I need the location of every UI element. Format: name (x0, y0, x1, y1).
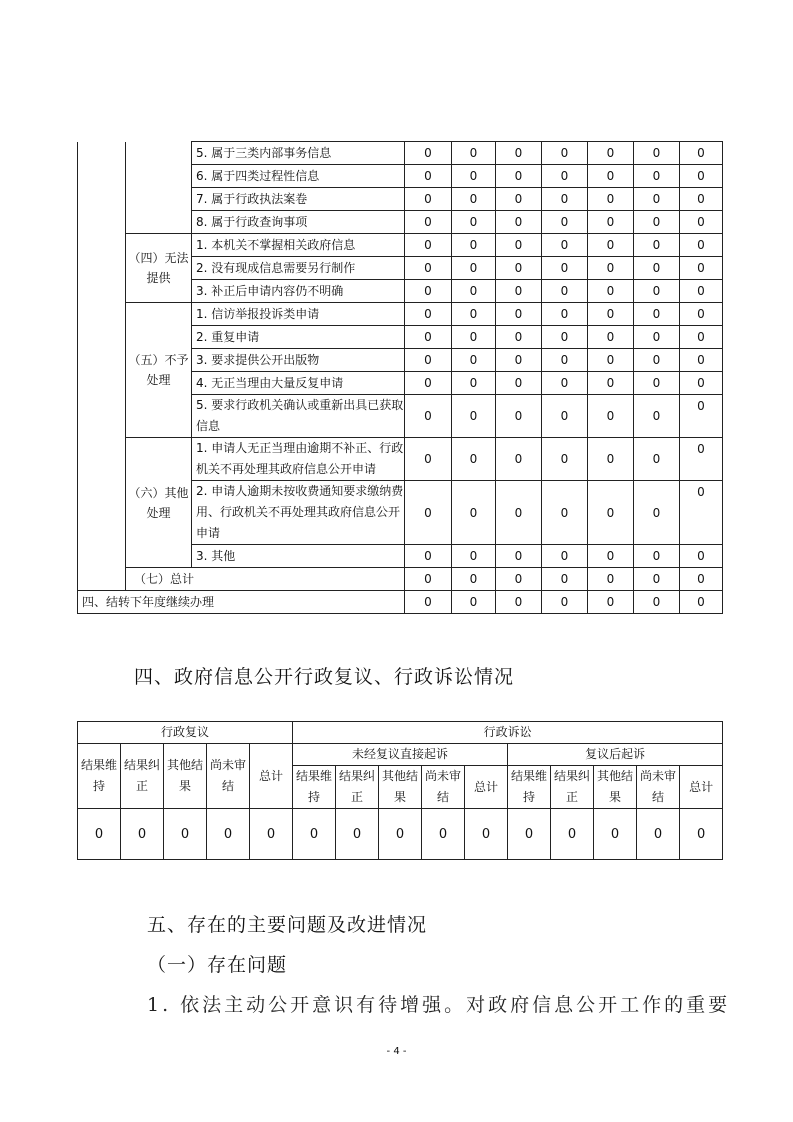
value-cell: 0 (634, 257, 680, 280)
after-review-value: 0 (680, 809, 723, 860)
value-cell: 0 (680, 188, 723, 211)
col-header: 其他结果 (594, 766, 637, 809)
value-cell: 0 (634, 568, 680, 591)
value-cell: 0 (680, 142, 723, 165)
value-cell: 0 (452, 303, 496, 326)
row-label: 6. 属于四类过程性信息 (192, 165, 405, 188)
section-5-heading: 五、存在的主要问题及改进情况 (147, 914, 428, 936)
col-header: 结果纠正 (121, 744, 164, 809)
body-paragraph: 1. 依法主动公开意识有待增强。对政府信息公开工作的重要 (147, 994, 731, 1016)
value-cell: 0 (542, 326, 588, 349)
blank-cell (126, 142, 192, 234)
value-cell: 0 (542, 349, 588, 372)
value-cell: 0 (405, 165, 452, 188)
value-cell: 0 (634, 326, 680, 349)
value-cell: 0 (405, 545, 452, 568)
value-cell: 0 (496, 142, 542, 165)
review-value: 0 (78, 809, 121, 860)
value-cell: 0 (496, 188, 542, 211)
value-cell: 0 (452, 234, 496, 257)
value-cell: 0 (680, 438, 723, 481)
review-value: 0 (121, 809, 164, 860)
value-cell: 0 (405, 591, 452, 614)
value-cell: 0 (452, 211, 496, 234)
value-cell: 0 (634, 545, 680, 568)
value-cell: 0 (680, 211, 723, 234)
row-label: 1. 本机关不掌握相关政府信息 (192, 234, 405, 257)
value-cell: 0 (680, 257, 723, 280)
value-cell: 0 (496, 165, 542, 188)
value-cell: 0 (634, 591, 680, 614)
value-cell: 0 (496, 303, 542, 326)
section-5-subheading: （一）存在问题 (147, 954, 288, 976)
value-cell: 0 (496, 280, 542, 303)
value-cell: 0 (542, 234, 588, 257)
value-cell: 0 (680, 326, 723, 349)
value-cell: 0 (405, 211, 452, 234)
value-cell: 0 (588, 591, 634, 614)
value-cell: 0 (452, 545, 496, 568)
category-label: （五）不予处理 (126, 303, 192, 438)
col-header: 尚未审结 (207, 744, 250, 809)
direct-suit-value: 0 (422, 809, 465, 860)
col-header: 结果纠正 (336, 766, 379, 809)
value-cell: 0 (452, 257, 496, 280)
row-label: 1. 申请人无正当理由逾期不补正、行政机关不再处理其政府信息公开申请 (192, 438, 405, 481)
direct-suit-value: 0 (336, 809, 379, 860)
value-cell: 0 (452, 165, 496, 188)
after-review-value: 0 (551, 809, 594, 860)
value-cell: 0 (452, 372, 496, 395)
value-cell: 0 (634, 165, 680, 188)
value-cell: 0 (542, 211, 588, 234)
value-cell: 0 (405, 280, 452, 303)
value-cell: 0 (680, 372, 723, 395)
value-cell: 0 (588, 568, 634, 591)
category-label: （四）无法提供 (126, 234, 192, 303)
value-cell: 0 (542, 591, 588, 614)
row-label: 3. 补正后申请内容仍不明确 (192, 280, 405, 303)
value-cell: 0 (588, 545, 634, 568)
row-label: 7. 属于行政执法案卷 (192, 188, 405, 211)
value-cell: 0 (542, 188, 588, 211)
value-cell: 0 (588, 349, 634, 372)
value-cell: 0 (588, 438, 634, 481)
value-cell: 0 (496, 481, 542, 545)
review-value: 0 (164, 809, 207, 860)
review-value: 0 (250, 809, 293, 860)
value-cell: 0 (405, 568, 452, 591)
value-cell: 0 (680, 234, 723, 257)
col-header: 其他结果 (164, 744, 207, 809)
row-label: 5. 属于三类内部事务信息 (192, 142, 405, 165)
value-cell: 0 (542, 165, 588, 188)
review-litigation-table (77, 721, 723, 860)
col-header: 总计 (250, 744, 293, 809)
value-cell: 0 (634, 481, 680, 545)
value-cell: 0 (634, 211, 680, 234)
value-cell: 0 (542, 568, 588, 591)
value-cell: 0 (452, 568, 496, 591)
row-label: 3. 要求提供公开出版物 (192, 349, 405, 372)
value-cell: 0 (452, 481, 496, 545)
value-cell: 0 (405, 481, 452, 545)
carryover-label: 四、结转下年度继续办理 (78, 591, 405, 614)
direct-suit-value: 0 (379, 809, 422, 860)
admin-review-header: 行政复议 (78, 722, 293, 744)
value-cell: 0 (452, 188, 496, 211)
value-cell: 0 (588, 481, 634, 545)
value-cell: 0 (496, 349, 542, 372)
value-cell: 0 (588, 234, 634, 257)
value-cell: 0 (405, 257, 452, 280)
value-cell: 0 (634, 349, 680, 372)
value-cell: 0 (680, 591, 723, 614)
col-header: 结果维持 (78, 744, 121, 809)
value-cell: 0 (405, 438, 452, 481)
value-cell: 0 (496, 234, 542, 257)
value-cell: 0 (680, 280, 723, 303)
value-cell: 0 (496, 591, 542, 614)
total-row (78, 568, 723, 591)
total-label: （七）总计 (126, 568, 405, 591)
value-cell: 0 (634, 395, 680, 438)
value-cell: 0 (588, 211, 634, 234)
value-cell: 0 (588, 280, 634, 303)
value-cell: 0 (405, 142, 452, 165)
table-row (78, 438, 723, 481)
application-handling-table (77, 141, 723, 614)
row-label: 4. 无正当理由大量反复申请 (192, 372, 405, 395)
value-cell: 0 (634, 188, 680, 211)
value-cell: 0 (588, 257, 634, 280)
value-cell: 0 (588, 326, 634, 349)
value-cell: 0 (542, 142, 588, 165)
value-cell: 0 (452, 326, 496, 349)
value-cell: 0 (542, 257, 588, 280)
value-cell: 0 (496, 257, 542, 280)
value-cell: 0 (405, 349, 452, 372)
value-cell: 0 (680, 165, 723, 188)
value-cell: 0 (496, 372, 542, 395)
col-header: 结果维持 (293, 766, 336, 809)
value-cell: 0 (496, 545, 542, 568)
value-cell: 0 (542, 438, 588, 481)
value-cell: 0 (542, 280, 588, 303)
row-label: 3. 其他 (192, 545, 405, 568)
value-cell: 0 (405, 326, 452, 349)
value-cell: 0 (542, 303, 588, 326)
value-cell: 0 (405, 372, 452, 395)
value-cell: 0 (588, 395, 634, 438)
after-review-value: 0 (637, 809, 680, 860)
value-cell: 0 (588, 165, 634, 188)
value-cell: 0 (680, 568, 723, 591)
value-cell: 0 (680, 545, 723, 568)
value-cell: 0 (405, 188, 452, 211)
value-cell: 0 (634, 234, 680, 257)
value-cell: 0 (452, 395, 496, 438)
row-label: 2. 没有现成信息需要另行制作 (192, 257, 405, 280)
value-cell: 0 (634, 372, 680, 395)
value-cell: 0 (542, 481, 588, 545)
value-cell: 0 (452, 142, 496, 165)
col-header: 总计 (680, 766, 723, 809)
page-number: - 4 - (386, 1046, 407, 1057)
blank-cell (78, 142, 126, 591)
value-cell: 0 (588, 188, 634, 211)
table-row (78, 234, 723, 257)
value-cell: 0 (496, 326, 542, 349)
col-header: 结果维持 (508, 766, 551, 809)
value-cell: 0 (634, 303, 680, 326)
value-cell: 0 (496, 211, 542, 234)
value-cell: 0 (405, 395, 452, 438)
value-cell: 0 (496, 395, 542, 438)
value-cell: 0 (452, 349, 496, 372)
value-cell: 0 (680, 395, 723, 438)
value-cell: 0 (452, 438, 496, 481)
value-cell: 0 (588, 142, 634, 165)
value-cell: 0 (634, 438, 680, 481)
admin-litigation-header: 行政诉讼 (293, 722, 723, 744)
row-label: 5. 要求行政机关确认或重新出具已获取信息 (192, 395, 405, 438)
value-cell: 0 (634, 280, 680, 303)
after-review-value: 0 (594, 809, 637, 860)
value-cell: 0 (680, 481, 723, 545)
col-header: 尚未审结 (422, 766, 465, 809)
direct-suit-value: 0 (465, 809, 508, 860)
table-row (78, 142, 723, 165)
value-cell: 0 (542, 545, 588, 568)
carryover-row (78, 591, 723, 614)
direct-suit-value: 0 (293, 809, 336, 860)
value-cell: 0 (496, 568, 542, 591)
col-header: 总计 (465, 766, 508, 809)
value-cell: 0 (542, 395, 588, 438)
after-review-header: 复议后起诉 (508, 744, 723, 766)
value-cell: 0 (680, 303, 723, 326)
col-header: 结果纠正 (551, 766, 594, 809)
value-cell: 0 (405, 234, 452, 257)
value-cell: 0 (452, 591, 496, 614)
value-cell: 0 (452, 280, 496, 303)
row-label: 8. 属于行政查询事项 (192, 211, 405, 234)
value-cell: 0 (634, 142, 680, 165)
review-value: 0 (207, 809, 250, 860)
row-label: 2. 重复申请 (192, 326, 405, 349)
row-label: 2. 申请人逾期未按收费通知要求缴纳费用、行政机关不再处理其政府信息公开申请 (192, 481, 405, 545)
value-cell: 0 (680, 349, 723, 372)
table-row (78, 303, 723, 326)
col-header: 尚未审结 (637, 766, 680, 809)
category-label: （六）其他处理 (126, 438, 192, 568)
row-label: 1. 信访举报投诉类申请 (192, 303, 405, 326)
col-header: 其他结果 (379, 766, 422, 809)
value-cell: 0 (542, 372, 588, 395)
value-cell: 0 (496, 438, 542, 481)
value-cell: 0 (588, 303, 634, 326)
section-4-heading: 四、政府信息公开行政复议、行政诉讼情况 (134, 666, 515, 688)
direct-suit-header: 未经复议直接起诉 (293, 744, 508, 766)
after-review-value: 0 (508, 809, 551, 860)
value-cell: 0 (588, 372, 634, 395)
value-cell: 0 (405, 303, 452, 326)
